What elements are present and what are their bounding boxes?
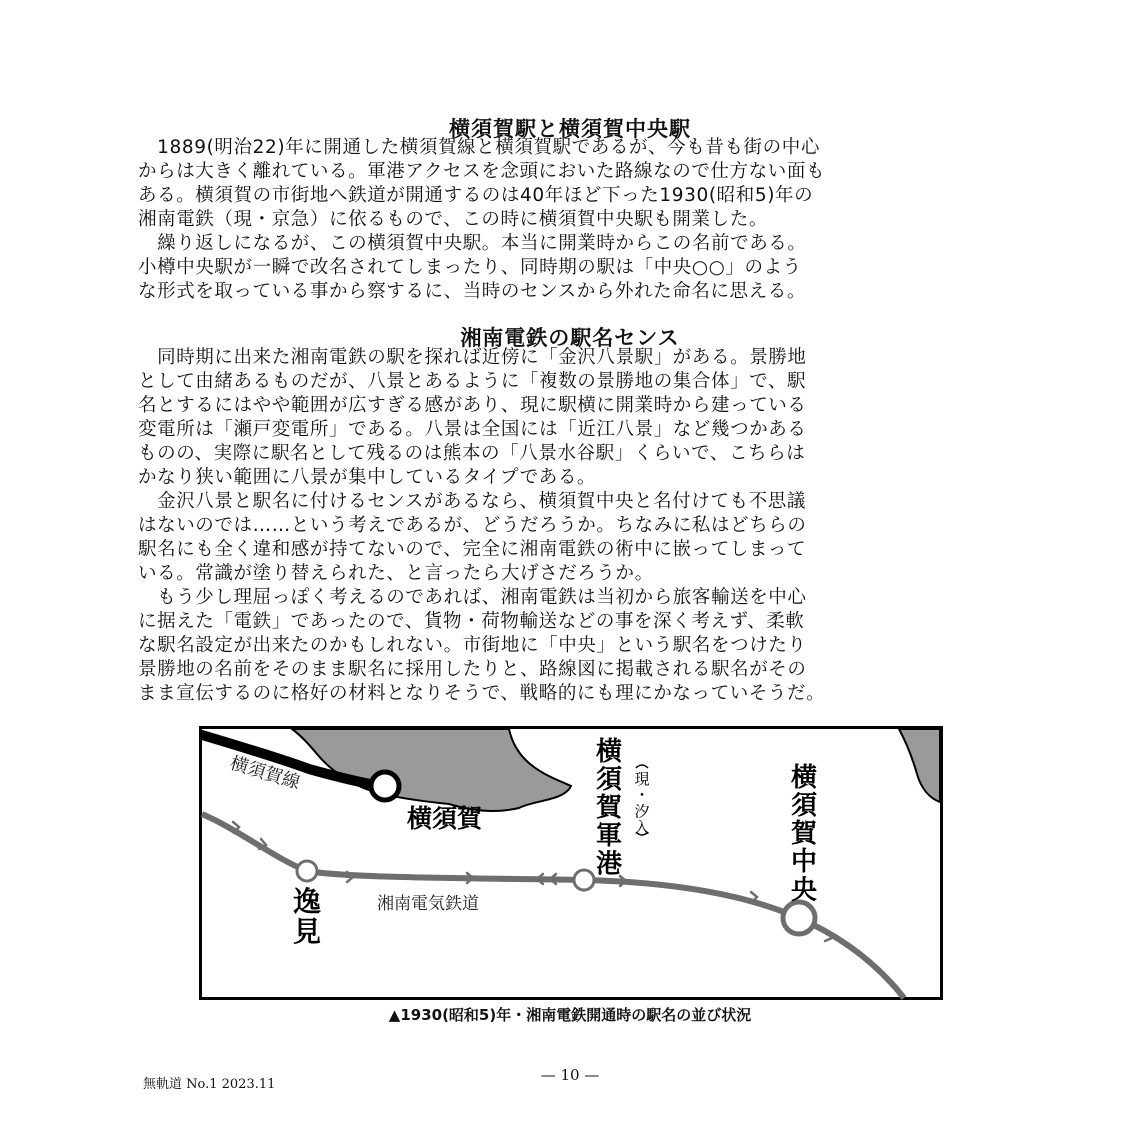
paragraph-line: はないのでは……という考えであるが、どうだろうか。ちなみに私はどちらの xyxy=(138,515,807,536)
yokosuka-station-marker xyxy=(371,772,399,800)
jr-line-label: 横須賀線 xyxy=(227,752,303,794)
paragraph-line: な駅名設定が出来たのかもしれない。市街地に「中央」という駅名をつけたり xyxy=(138,635,807,656)
paragraph-line: からは大きく離れている。軍港アクセスを念頭においた路線なので仕方ない面も xyxy=(138,161,826,182)
paragraph-line: に据えた「電鉄」であったので、貨物・荷物輸送などの事を深く考えず、柔軟 xyxy=(138,611,805,632)
paragraph-line: 繰り返しになるが、この横須賀中央駅。本当に開業時からこの名前である。 xyxy=(138,233,807,254)
paragraph-line: かなり狭い範囲に八景が集中しているタイプである。 xyxy=(138,467,597,488)
paragraph-line: もう少し理屈っぽく考えるのであれば、湘南電鉄は当初から旅客輸送を中心 xyxy=(138,587,807,608)
yokosuka-station-label: 横須賀 xyxy=(407,804,483,833)
gunko-note-label: 現・汐入 xyxy=(634,770,650,837)
paragraph-line: として由緒あるものだが、八景とあるように「複数の景勝地の集合体」で、駅 xyxy=(138,371,807,392)
paragraph-line: 金沢八景と駅名に付けるセンスがあるなら、横須賀中央と名付けても不思議 xyxy=(138,491,806,512)
paragraph-line: いる。常識が塗り替えられた、と言ったら大げさだろうか。 xyxy=(138,563,654,584)
gunko-station-label: 横須賀軍港 xyxy=(595,737,623,880)
hemi-station-marker xyxy=(297,861,317,881)
chuo-station-label: 横須賀中央 xyxy=(790,763,818,906)
paragraph-line: 名とするにはやや範囲が広すぎる感があり、現に駅横に開業時から建っている xyxy=(138,395,807,416)
paragraph-line: ある。横須賀の市街地へ鉄道が開通するのは40年ほど下った1930(昭和5)年の xyxy=(138,185,814,206)
paragraph-line: な形式を取っている事から察するに、当時のセンスから外れた命名に思える。 xyxy=(138,281,806,302)
paragraph-line: 同時期に出来た湘南電鉄の駅を探れば近傍に「金沢八景駅」がある。景勝地 xyxy=(138,347,807,368)
section-title-shonan: 湘南電鉄の駅名センス xyxy=(460,326,680,350)
paragraph-line: 変電所は「瀬戸変電所」である。八景は全国には「近江八景」など幾つかある xyxy=(138,419,807,440)
paragraph-line: 駅名にも全く違和感が持てないので、完全に湘南電鉄の術中に嵌ってしまって xyxy=(138,539,807,560)
paragraph-line: 湘南電鉄（現・京急）に依るもので、この時に横須賀中央駅も開業した。 xyxy=(138,209,768,230)
section-title-yokosuka: 横須賀駅と横須賀中央駅 xyxy=(449,117,691,141)
chuo-station-marker xyxy=(783,902,815,934)
paragraph-line: 1889(明治22)年に開通した横須賀線と横須賀駅であるが、今も昔も街の中心 xyxy=(138,137,820,158)
figure-caption: ▲1930(昭和5)年・湘南電鉄開通時の駅名の並び状況 xyxy=(388,1006,752,1024)
footer-publication: 無軌道 No.1 2023.11 xyxy=(143,1077,276,1092)
shonan-line-label: 湘南電気鉄道 xyxy=(377,894,479,914)
paragraph-line: まま宣伝するのに格好の材料となりそうで、戦略的にも理にかなっていそうだ。 xyxy=(138,683,826,704)
paragraph-line: ものの、実際に駅名として残るのは熊本の「八景水谷駅」くらいで、こちらは xyxy=(138,443,806,464)
route-map xyxy=(199,726,943,1000)
paragraph-line: 小樽中央駅が一瞬で改名されてしまったり、同時期の駅は「中央○○」のよう xyxy=(138,257,802,278)
hemi-station-label: 逸見 xyxy=(292,885,322,949)
page-number: — 10 — xyxy=(540,1066,600,1084)
paragraph-line: 景勝地の名前をそのまま駅名に採用したりと、路線図に掲載される駅名がその xyxy=(138,659,807,680)
gunko-station-marker xyxy=(574,870,594,890)
